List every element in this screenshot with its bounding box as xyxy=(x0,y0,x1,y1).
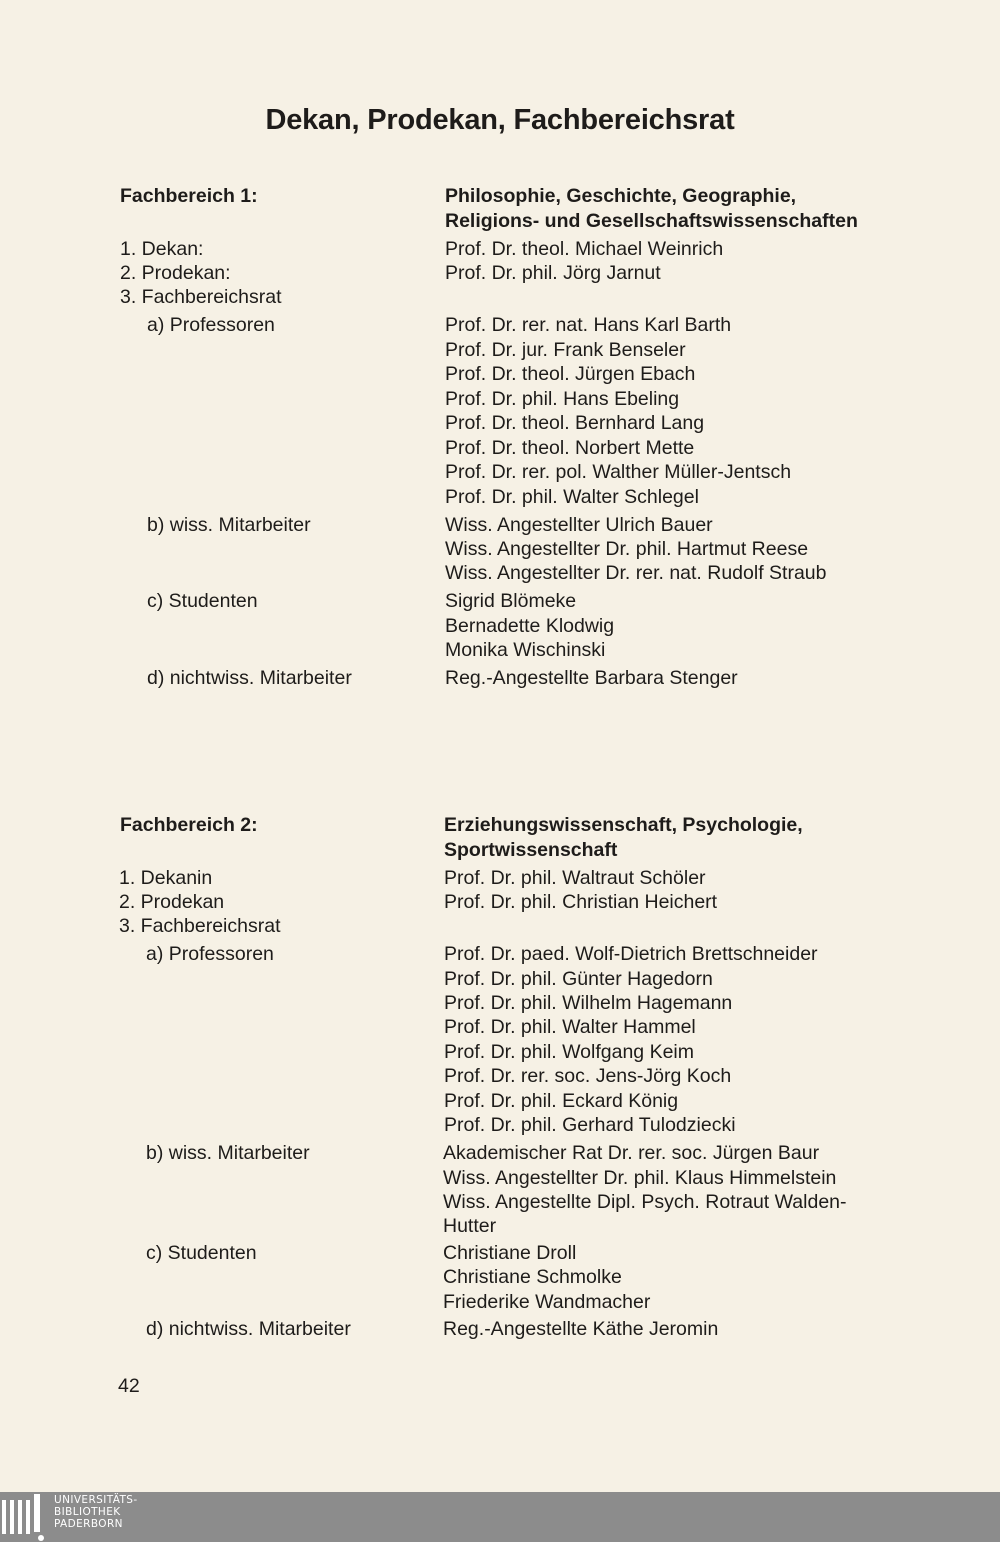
section-1-professor: Prof. Dr. phil. Hans Ebeling xyxy=(445,388,680,410)
section-2-professor: Prof. Dr. paed. Wolf-Dietrich Brettschneider xyxy=(444,943,818,965)
section-2-student: Christiane Schmolke xyxy=(443,1266,622,1288)
section-2-nonacademic-member: Reg.-Angestellte Käthe Jeromin xyxy=(443,1318,719,1340)
section-1-council-label: 3. Fachbereichsrat xyxy=(120,286,282,308)
logo-line: BIBLIOTHEK xyxy=(54,1506,121,1518)
section-2-heading-line-2: Sportwissenschaft xyxy=(444,839,618,861)
section-1-professor: Prof. Dr. phil. Walter Schlegel xyxy=(445,486,699,508)
section-1-professor: Prof. Dr. jur. Frank Benseler xyxy=(445,339,686,361)
section-2-staff-member: Hutter xyxy=(443,1215,497,1237)
section-2-staff-member: Akademischer Rat Dr. rer. soc. Jürgen Baur xyxy=(443,1142,820,1164)
section-1-heading-line-2: Religions- und Gesellschaftswissenschaften xyxy=(445,210,858,232)
section-1-group-students-label: c) Studenten xyxy=(147,590,258,612)
section-2-heading-line-1: Erziehungswissenschaft, Psychologie, xyxy=(444,814,803,836)
section-1-student: Monika Wischinski xyxy=(445,639,606,661)
section-1-dean-label: 1. Dekan: xyxy=(120,238,204,260)
section-2-student: Friederike Wandmacher xyxy=(443,1291,651,1313)
section-1-staff-member: Wiss. Angestellter Dr. phil. Hartmut Reese xyxy=(445,538,809,560)
library-footer-bar xyxy=(0,1492,1000,1542)
section-2-group-staff-label: b) wiss. Mitarbeiter xyxy=(146,1142,310,1164)
section-2-student: Christiane Droll xyxy=(443,1242,577,1264)
section-1-vice-label: 2. Prodekan: xyxy=(120,262,231,284)
section-1-group-professors-label: a) Professoren xyxy=(147,314,275,336)
section-1-student: Bernadette Klodwig xyxy=(445,615,615,637)
section-2-vice-label: 2. Prodekan xyxy=(119,891,225,913)
section-2-dean-label: 1. Dekanin xyxy=(119,867,213,889)
library-logo-text xyxy=(54,1494,138,1530)
page-number: 42 xyxy=(118,1375,140,1397)
section-2-professor: Prof. Dr. phil. Gerhard Tulodziecki xyxy=(444,1114,736,1136)
section-2-group-students-label: c) Studenten xyxy=(146,1242,257,1264)
section-1-professor: Prof. Dr. theol. Bernhard Lang xyxy=(445,412,705,434)
section-2-professor: Prof. Dr. phil. Wolfgang Keim xyxy=(444,1041,694,1063)
section-2-dean: Prof. Dr. phil. Waltraut Schöler xyxy=(444,867,706,889)
section-1-group-staff-label: b) wiss. Mitarbeiter xyxy=(147,514,311,536)
section-1-label: Fachbereich 1: xyxy=(120,185,258,207)
section-2-professor: Prof. Dr. phil. Günter Hagedorn xyxy=(444,968,713,990)
section-2-professor: Prof. Dr. rer. soc. Jens-Jörg Koch xyxy=(444,1065,732,1087)
section-2-professor: Prof. Dr. phil. Wilhelm Hagemann xyxy=(444,992,733,1014)
section-2-council-label: 3. Fachbereichsrat xyxy=(119,915,281,937)
section-1-student: Sigrid Blömeke xyxy=(445,590,577,612)
section-2-label: Fachbereich 2: xyxy=(120,814,258,836)
section-2-staff-member: Wiss. Angestellter Dr. phil. Klaus Himmelstein xyxy=(443,1167,837,1189)
section-2-group-professors-label: a) Professoren xyxy=(146,943,274,965)
section-1-staff-member: Wiss. Angestellter Dr. rer. nat. Rudolf Straub xyxy=(445,562,827,584)
section-2-group-nonacademic-label: d) nichtwiss. Mitarbeiter xyxy=(146,1318,351,1340)
section-1-dean: Prof. Dr. theol. Michael Weinrich xyxy=(445,238,724,260)
section-1-professor: Prof. Dr. theol. Jürgen Ebach xyxy=(445,363,696,385)
page-title: Dekan, Prodekan, Fachbereichsrat xyxy=(265,104,735,136)
section-2-staff-member: Wiss. Angestellte Dipl. Psych. Rotraut Walden- xyxy=(443,1191,847,1213)
section-1-group-nonacademic-label: d) nichtwiss. Mitarbeiter xyxy=(147,667,352,689)
section-1-professor: Prof. Dr. theol. Norbert Mette xyxy=(445,437,695,459)
section-1-staff-member: Wiss. Angestellter Ulrich Bauer xyxy=(445,514,713,536)
section-1-heading-line-1: Philosophie, Geschichte, Geographie, xyxy=(445,185,797,207)
section-1-nonacademic-member: Reg.-Angestellte Barbara Stenger xyxy=(445,667,738,689)
section-2-vice: Prof. Dr. phil. Christian Heichert xyxy=(444,891,718,913)
section-1-vice: Prof. Dr. phil. Jörg Jarnut xyxy=(445,262,661,284)
logo-line: UNIVERSITÄTS- xyxy=(54,1494,138,1506)
logo-line: PADERBORN xyxy=(54,1518,123,1530)
section-1-professor: Prof. Dr. rer. pol. Walther Müller-Jentsch xyxy=(445,461,792,483)
library-logo-icon xyxy=(0,1492,50,1542)
section-2-professor: Prof. Dr. phil. Eckard König xyxy=(444,1090,679,1112)
section-2-professor: Prof. Dr. phil. Walter Hammel xyxy=(444,1016,696,1038)
section-1-professor: Prof. Dr. rer. nat. Hans Karl Barth xyxy=(445,314,732,336)
